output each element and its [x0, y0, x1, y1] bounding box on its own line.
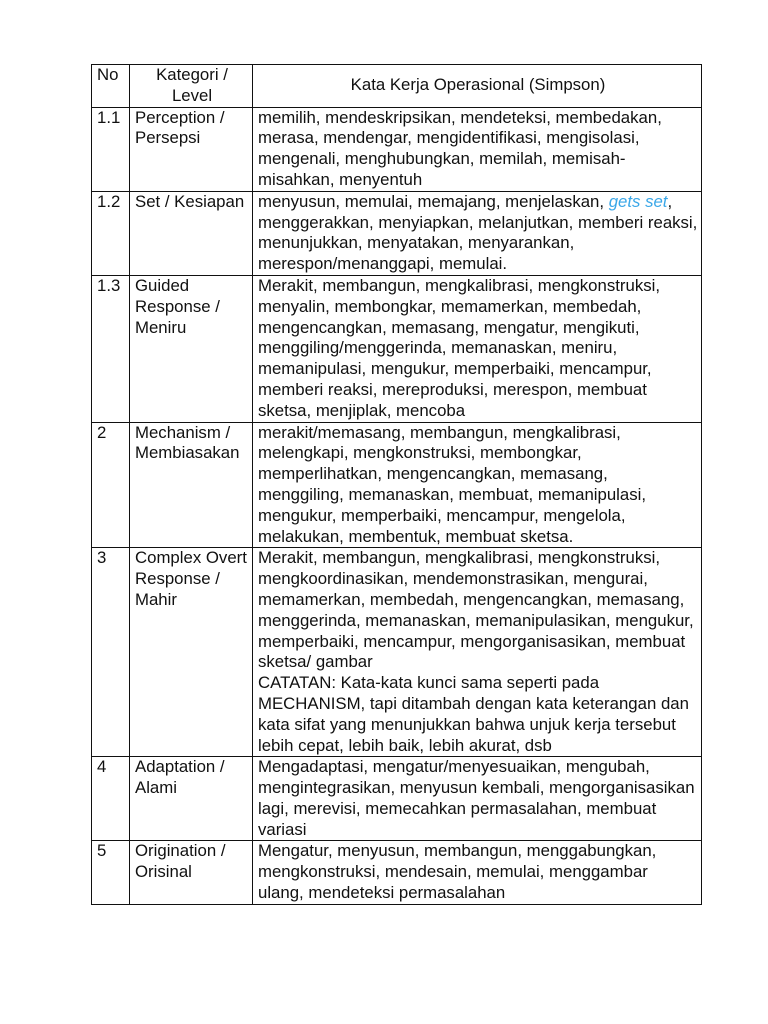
table-row — [92, 275, 702, 422]
verbs-text-after: , menggerakkan, menyiapkan, melanjutkan, memberi reaksi, menunjukkan, menyatakan, menyarankan, merespon/menanggapi, memulai. — [258, 191, 698, 274]
row-category: Origination / Orisinal — [130, 841, 253, 904]
row-verbs: Merakit, membangun, mengkalibrasi, mengkonstruksi, menyalin, membongkar, memamerkan, membedah, mengencangkan, memasang, mengatur, mengikuti, menggiling/menggerinda, memanaskan, meniru, memanipulasi, mengukur, memperbaiki, mencampur, memberi reaksi, mereproduksi, merespon, membuat sketsa, menjiplak, mencoba — [253, 275, 702, 422]
row-number: 4 — [92, 757, 130, 841]
row-verbs — [253, 191, 702, 275]
row-verbs: Mengatur, menyusun, membangun, menggabungkan, mengkonstruksi, mendesain, memulai, menggambar ulang, mendeteksi permasalahan — [253, 841, 702, 904]
row-category: Complex Overt Response / Mahir — [130, 548, 253, 757]
table-row — [92, 422, 702, 548]
row-number: 2 — [92, 422, 130, 548]
row-category: Mechanism / Membiasakan — [130, 422, 253, 548]
verbs-text: Merakit, membangun, mengkalibrasi, mengkonstruksi, mengkoordinasikan, mendemonstrasikan, mengurai, memamerkan, membedah, mengencangkan, memasang, menggerinda, memanaskan, memanipulasikan, mengukur, memperbaiki, mencampur, mengorganisasikan, membuat sketsa/ gambar — [258, 548, 694, 672]
row-verbs: Mengadaptasi, mengatur/menyesuaikan, mengubah, mengintegrasikan, menyusun kembali, mengorganisasikan lagi, merevisi, memecahkan permasalahan, membuat variasi — [253, 757, 702, 841]
row-number: 3 — [92, 548, 130, 757]
simpson-verbs-table — [91, 64, 702, 905]
row-category: Perception / Persepsi — [130, 107, 253, 191]
row-verbs: merakit/memasang, membangun, mengkalibrasi, melengkapi, mengkonstruksi, membongkar, memperlihatkan, mengencangkan, memasang, menggiling, memanaskan, membuat, memanipulasi, mengukur, memperbaiki, mencampur, mengelola, melakukan, membentuk, membuat sketsa. — [253, 422, 702, 548]
table-row — [92, 191, 702, 275]
header-no: No — [92, 65, 130, 108]
row-category: Adaptation / Alami — [130, 757, 253, 841]
row-category: Set / Kesiapan — [130, 191, 253, 275]
table-header — [92, 65, 702, 108]
row-number: 1.3 — [92, 275, 130, 422]
row-verbs — [253, 548, 702, 757]
row-number: 1.2 — [92, 191, 130, 275]
row-number: 5 — [92, 841, 130, 904]
table-row — [92, 841, 702, 904]
note-text: CATATAN: Kata-kata kunci sama seperti pada MECHANISM, tapi ditambah dengan kata keterangan dan kata sifat yang menunjukkan bahwa unjuk kerja tersebut lebih cepat, lebih baik, lebih akurat, dsb — [258, 673, 689, 755]
row-category: Guided Response / Meniru — [130, 275, 253, 422]
gets-set-link[interactable]: gets set — [608, 191, 668, 211]
row-number: 1.1 — [92, 107, 130, 191]
header-verbs: Kata Kerja Operasional (Simpson) — [253, 65, 702, 108]
header-category: Kategori / Level — [130, 65, 253, 108]
table-row — [92, 757, 702, 841]
table-row — [92, 548, 702, 757]
row-verbs: memilih, mendeskripsikan, mendeteksi, membedakan, merasa, mendengar, mengidentifikasi, mengisolasi, mengenali, menghubungkan, memilah, memisah-misahkan, menyentuh — [253, 107, 702, 191]
table-row — [92, 107, 702, 191]
table-body — [92, 107, 702, 904]
header-row — [92, 65, 702, 108]
verbs-text-before: menyusun, memulai, memajang, menjelaskan, — [258, 191, 609, 211]
